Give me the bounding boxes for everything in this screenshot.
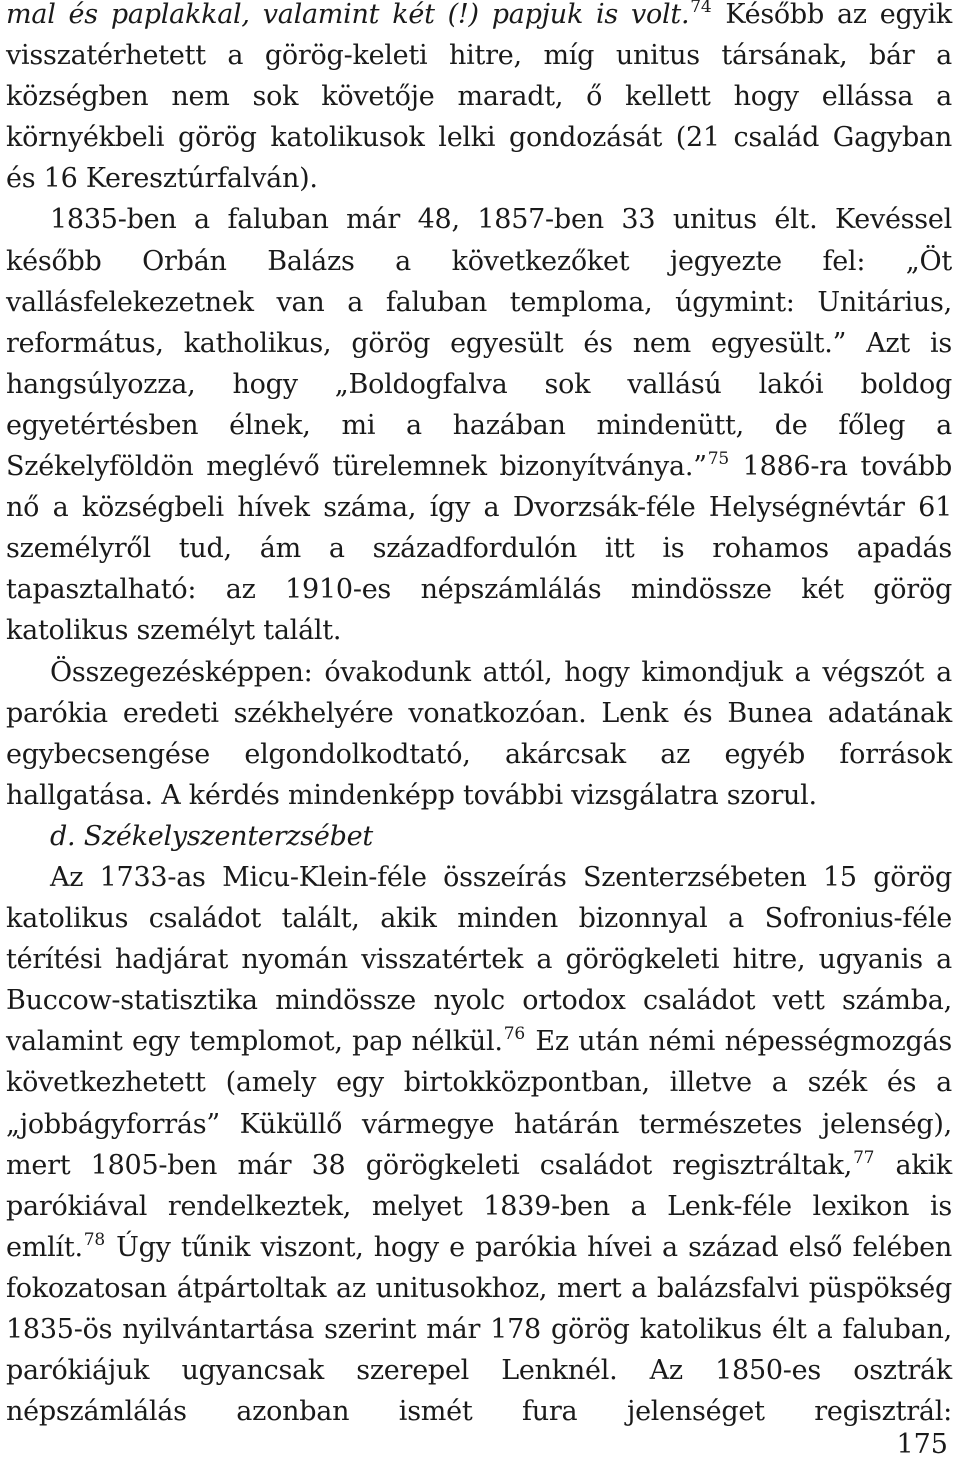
footnote-ref-75[interactable]: 75 [707,449,729,470]
page-number: 175 [896,1429,948,1460]
paragraph-3-text: Összegezésképpen: óvakodunk attól, hogy kimondjuk a végszót a parókia eredeti székhelyére vonatkozóan. Lenk és Bunea adatának egybecsengése elgondolkodtató, akárcsak az egyéb források hallgatása. A kérdés mindenképp további vizsgálatra szorul. [6,656,952,811]
body-text [6,0,952,1432]
section-heading-d: d. Székelyszenterzsébet [50,820,373,852]
paragraph-2-text-a: 1835-ben a faluban már 48, 1857-ben 33 unitus élt. Kevéssel később Orbán Balázs a következőket jegyezte fel: „Öt vallásfelekezetnek van a faluban temploma, úgymint: Unitárius, református, katholikus, görög egyesült és nem egyesült.” Azt is hangsúlyozza, hogy „Boldogfalva sok vallású lakói boldog egyetértésben élnek, mi a hazában mindenütt, de főleg a Székelyföldön meglévő türelemnek bizonyítványa.” [6,204,952,483]
paragraph-4-text-a: Az 1733-as Micu-Klein-féle összeírás Szenterzsébeten 15 görög katolikus családot talált, akik minden bizonnyal a Sofronius-féle térítési hadjárat nyomán visszatértek a görögkeleti hitre, ugyanis a Buccow-statisztika mindössze nyolc ortodox családot vett számba, valamint egy templomot, pap nélkül. [6,861,952,1058]
paragraph-4-text-d: Úgy tűnik viszont, hogy e parókia hívei a század első felében fokozatosan átpártoltak az unitusokhoz, mert a balázsfalvi püspökség 1835-ös nyilvántartása szerint már 178 görög katolikus élt a faluban, parókiájuk ugyancsak szerepel Lenknél. Az 1850-es osztrák népszámlálás azonban ismét fura jelenséget regisztrál: [6,1231,952,1428]
paragraph-2 [6,199,952,651]
paragraph-4-text-b: Ez után némi népességmozgás következhetett (amely egy birtokközpontban, illetve a szék és a „jobbágyforrás” Küküllő vármegye határán természetes jelenség), mert 1805-ben már 38 görögkeleti családot regisztráltak, [6,1026,952,1181]
paragraph-1-lead: mal és paplakkal, valamint két (!) papjuk is volt. [6,0,690,30]
paragraph-1-text: Később az egyik visszatérhetett a görög-keleti hitre, míg unitus társának, bár a községben nem sok követője maradt, ő kellett hogy ellássa a környékbeli görög katolikusok lelki gondozását (21 család Gagyban és 16 Keresztúrfalván). [6,0,952,195]
footnote-ref-78[interactable]: 78 [83,1229,105,1250]
paragraph-4 [6,857,952,1432]
footnote-ref-74[interactable]: 74 [690,0,712,17]
paragraph-2-text-b: 1886-ra tovább nő a községbeli hívek száma, így a Dvorzsák-féle Helységnévtár 61 személyről tud, ám a századfordulón itt is rohamos apadás tapasztalható: az 1910-es népszámlálás mindössze két görög katolikus személyt talált. [6,451,952,647]
footnote-ref-77[interactable]: 77 [853,1147,875,1168]
paragraph-3 [6,652,952,816]
paragraph-1 [6,0,952,199]
footnote-ref-76[interactable]: 76 [503,1024,525,1045]
paragraph-4-text-c: akik parókiával rendelkeztek, melyet 1839-ben a Lenk-féle lexikon is említ. [6,1149,952,1263]
